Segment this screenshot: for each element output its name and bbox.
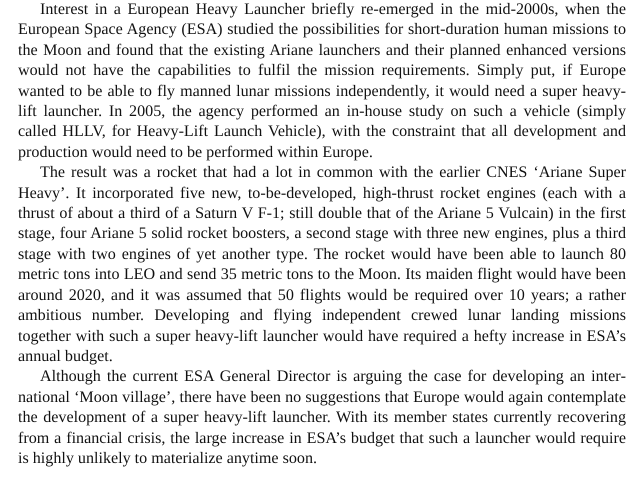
paragraph-moon-village-outlook: Although the current ESA General Director is arguing the case for developing an international ‘Moon village’, there have been no suggestions that Europe would again contemplate the development of a super heavy-lift launcher. With its member states currently recovering from a financial crisis, the large increase in ESA’s budget that such a launcher would require is highly unlikely to materialize anytime soon. <box>18 368 626 467</box>
paragraph-esa-heavy-launcher-interest: Interest in a European Heavy Launcher briefly re-emerged in the mid-2000s, when the European Space Agency (ESA) studied the possibilities for short-duration human missions to the Moon and found that the existing Ariane launchers and their planned enhanced versions would not have the capabilities to fulfil the mission requirements. Simply put, if Europe wanted to be able to fly manned lunar missions independently, it would need a super heavy-lift launcher. In 2005, the agency performed an in-house study on such a vehicle (simply called HLLV, for Heavy-Lift Launch Vehicle), with the constraint that all development and production would need to be performed within Europe. <box>18 1 626 161</box>
document-page <box>18 0 626 469</box>
paragraph-hllv-rocket-description: The result was a rocket that had a lot in common with the earlier CNES ‘Ariane Super Heavy’. It incorporated five new, to-be-developed, high-thrust rocket engines (each with a thrust of about a third of a Saturn V F-1; still double that of the Ariane 5 Vulcain) in the first stage, four Ariane 5 solid rocket boosters, a second stage with three new engines, plus a third stage with two engines of yet another type. The rocket would have been able to launch 80 metric tons into LEO and send 35 metric tons to the Moon. Its maiden flight would have been around 2020, and it was assumed that 50 flights would be required over 10 years; a rather ambitious number. Developing and flying independent crewed lunar landing missions together with such a super heavy-lift launcher would have required a hefty increase in ESA’s annual budget. <box>18 164 626 365</box>
